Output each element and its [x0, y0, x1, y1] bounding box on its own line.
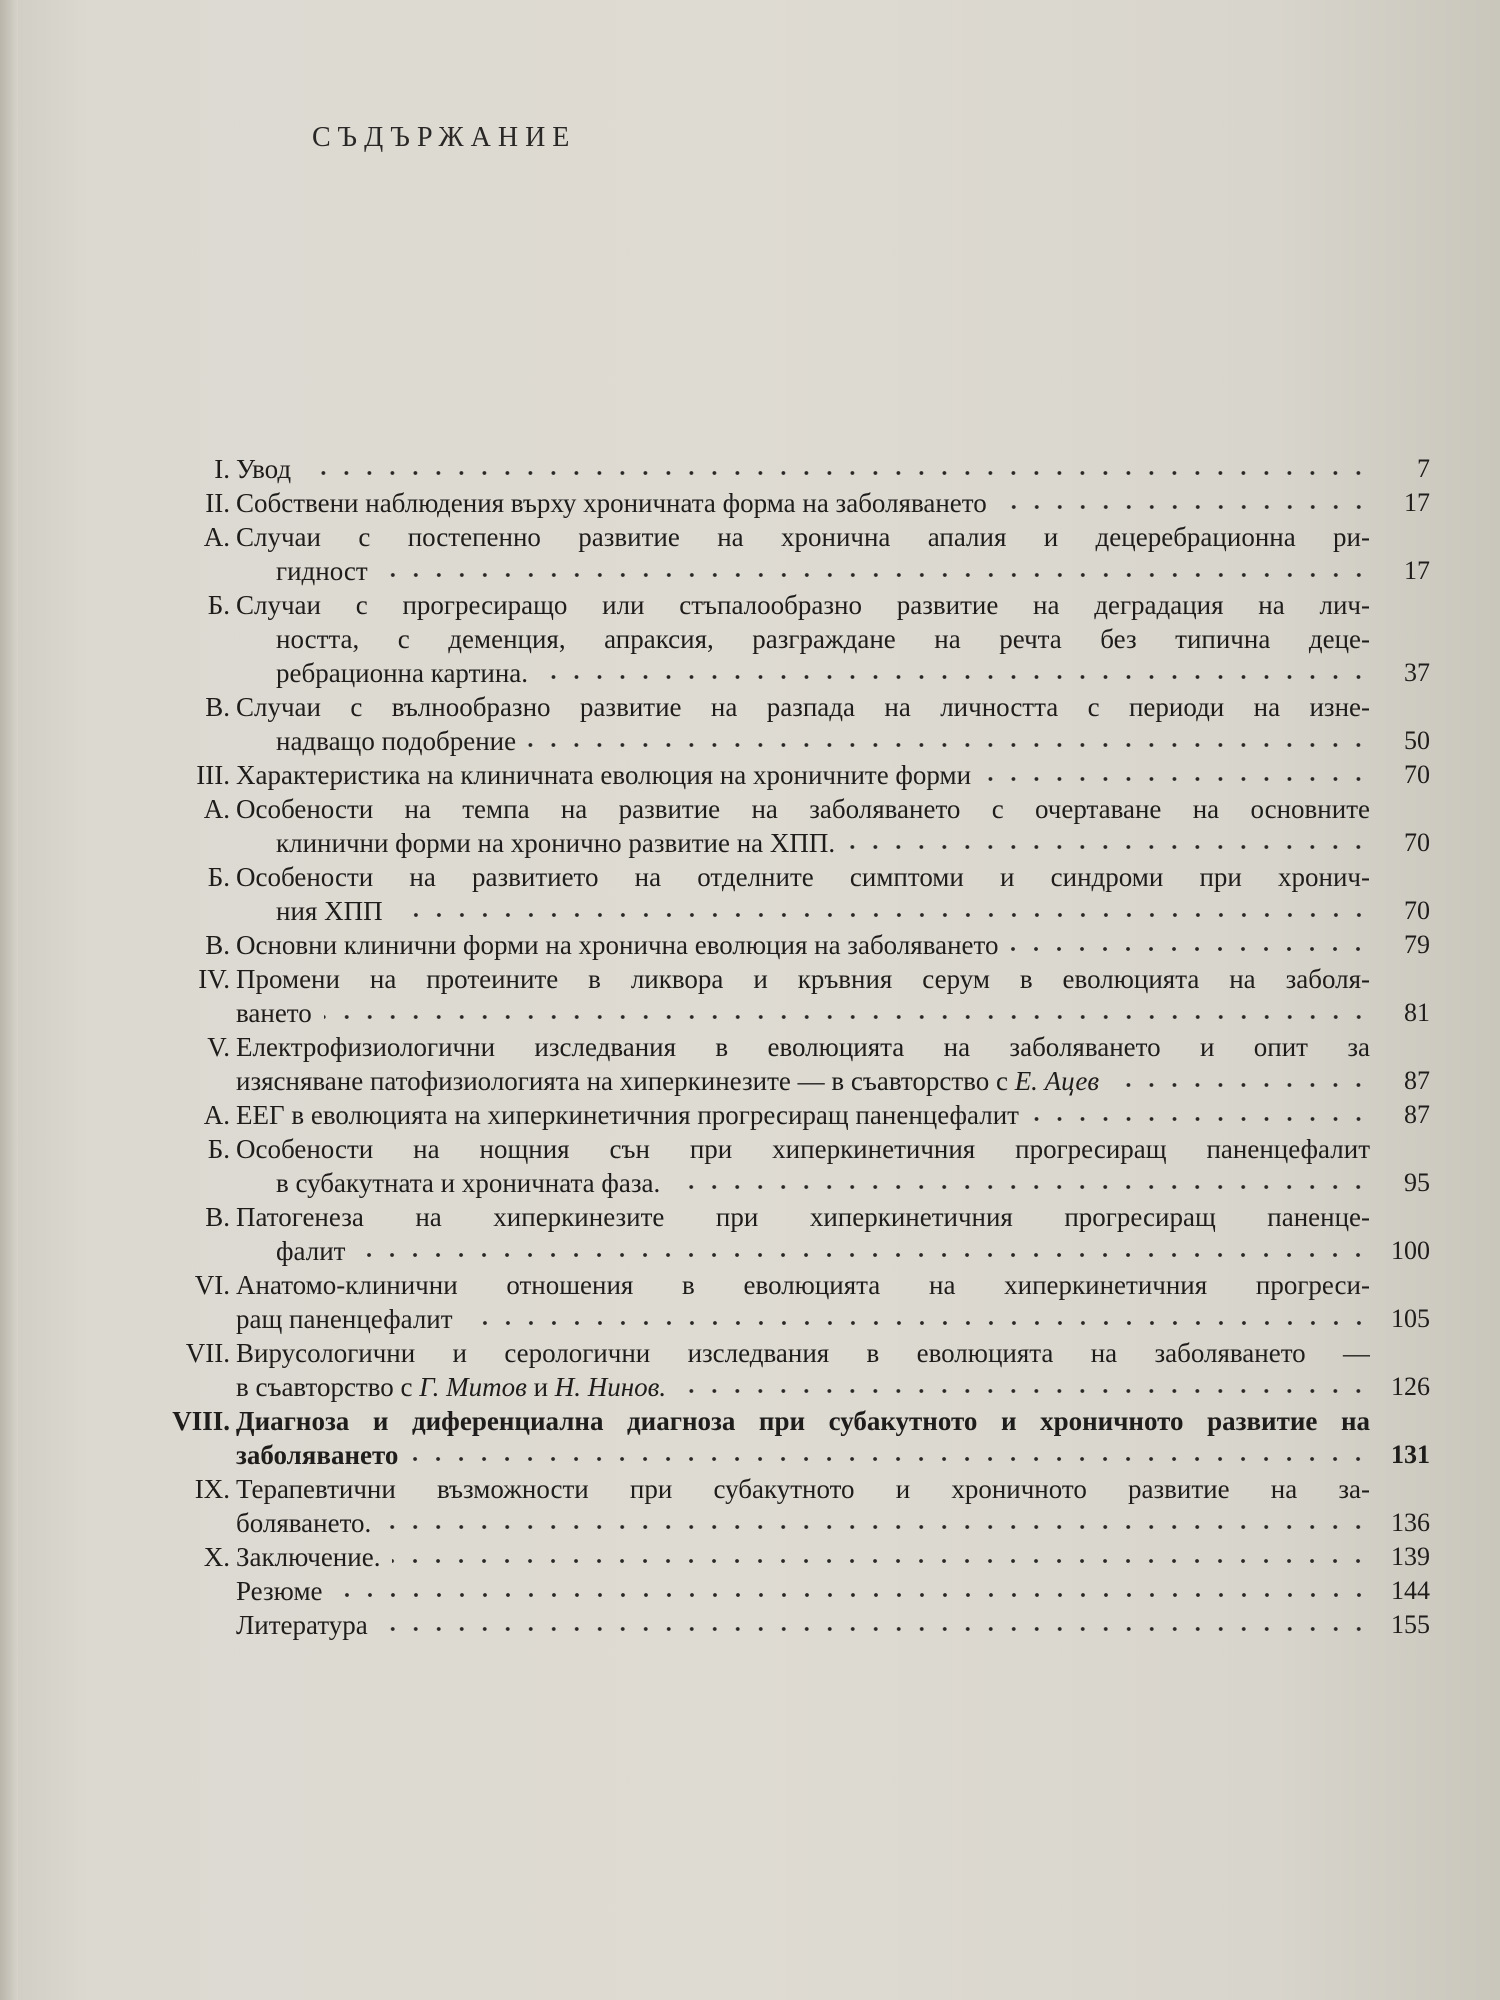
toc-entry-number: X.: [203, 1542, 230, 1572]
toc-entry-line: [236, 1302, 1430, 1336]
toc-entry-text: [276, 1166, 660, 1200]
toc-entry[interactable]: [0, 1404, 1500, 1472]
toc-entry-line: [236, 1472, 1370, 1506]
toc-entry-line: [236, 758, 1430, 792]
page-number: 126: [1391, 1372, 1430, 1401]
toc-entry[interactable]: [0, 1540, 1500, 1574]
toc-text-segment: Особености на развитието на отделните симптоми и синдроми при хронич-: [236, 862, 1370, 892]
author-name: Е. Ацев: [1014, 1066, 1100, 1096]
toc-entry-number: IX.: [194, 1474, 230, 1504]
page-number: 131: [1391, 1440, 1430, 1469]
page-number: 155: [1391, 1610, 1430, 1639]
dot-leader: [528, 740, 1370, 750]
toc-entry-text: [236, 1406, 1370, 1436]
toc-entry[interactable]: [0, 1030, 1500, 1098]
toc-entry-line: [236, 1336, 1370, 1370]
toc-text-segment: Анатомо-клинични отношения в еволюцията на хиперкинетичния прогреси-: [236, 1270, 1370, 1300]
toc-entry[interactable]: [0, 1098, 1500, 1132]
dot-leader: [678, 1386, 1370, 1396]
toc-entry-text: [236, 1540, 380, 1574]
toc-text-segment: ребрационна картина.: [276, 658, 529, 688]
dot-leader: [1111, 1080, 1370, 1090]
page-number: 70: [1404, 896, 1430, 925]
toc-text-segment: ращ паненцефалит: [236, 1304, 453, 1334]
toc-entry-number: III.: [196, 760, 230, 790]
page-number: 136: [1391, 1508, 1430, 1537]
toc-text-segment: ЕЕГ в еволюцията на хиперкинетичния прогресиращ паненцефалит: [236, 1100, 1019, 1130]
toc-entry-line: [236, 1506, 1430, 1540]
dot-leader: [847, 842, 1370, 852]
toc-entry-number: Б.: [207, 1134, 230, 1164]
toc-text-segment: Диагноза и диференциална диагноза при субакутното и хроничното развитие на: [236, 1406, 1370, 1436]
toc-text-segment: гидност: [276, 556, 368, 586]
toc-entry-text: [236, 1032, 1370, 1062]
dot-leader: [672, 1182, 1370, 1192]
toc-entry-line: [276, 894, 1430, 928]
toc-entry-line: [276, 554, 1430, 588]
toc-entry-line: [236, 588, 1370, 622]
toc-text-segment: Особености на темпа на развитие на заболяването с очертаване на основните: [236, 794, 1370, 824]
toc-entry-text: [236, 1064, 1099, 1098]
toc-entry-text: [236, 692, 1370, 722]
toc-entry-number: VII.: [185, 1338, 230, 1368]
toc-entry-text: [236, 964, 1370, 994]
toc-entry-line: [276, 724, 1430, 758]
toc-text-segment: и: [526, 1372, 555, 1402]
toc-entry-line: [236, 486, 1430, 520]
toc-entry-line: [236, 928, 1430, 962]
dot-leader: [540, 672, 1370, 682]
toc-entry[interactable]: [0, 452, 1500, 486]
toc-text-segment: в съавторство с: [236, 1372, 420, 1402]
toc-text-segment: в субакутната и хроничната фаза.: [276, 1168, 661, 1198]
toc-entry-text: [236, 590, 1370, 620]
dot-leader: [1010, 944, 1370, 954]
page-number: 37: [1404, 658, 1430, 687]
toc-text-segment: Резюме: [236, 1576, 323, 1606]
toc-entry-line: [236, 690, 1370, 724]
toc-entry-line: [236, 452, 1430, 486]
toc-text-segment: Случаи с вълнообразно развитие на разпада на личността с периоди на изне-: [236, 692, 1370, 722]
toc-entry-number: Б.: [207, 590, 230, 620]
toc-entry-number: А.: [203, 1100, 230, 1130]
toc-entry-line: [236, 1200, 1370, 1234]
toc-entry-line: [236, 1574, 1430, 1608]
toc-entry-line: [236, 1030, 1370, 1064]
toc-entry[interactable]: [0, 486, 1500, 520]
page-number: 50: [1404, 726, 1430, 755]
toc-entry-text: [276, 1234, 345, 1268]
dot-leader: [395, 910, 1370, 920]
toc-text-segment: изясняване патофизиологията на хиперкинезите — в съавторство с: [236, 1066, 1015, 1096]
toc-entry-line: [236, 1438, 1430, 1472]
toc-entry-number: VIII.: [172, 1406, 230, 1436]
page-number: 105: [1391, 1304, 1430, 1333]
toc-text-segment: Електрофизиологични изследвания в еволюцията на заболяването и опит за: [236, 1032, 1370, 1062]
toc-entry[interactable]: [0, 690, 1500, 758]
toc-entry-text: [236, 1134, 1370, 1164]
toc-text-segment: Характеристика на клиничната еволюция на хроничните форми: [236, 760, 972, 790]
page-number: 100: [1391, 1236, 1430, 1265]
toc-entry[interactable]: [0, 962, 1500, 1030]
toc-entry-text: [236, 1338, 1370, 1368]
toc-text-segment: боляването.: [236, 1508, 372, 1538]
toc-entry-text: [236, 794, 1370, 824]
toc-entry-text: [276, 624, 1370, 654]
toc-entry-text: [236, 1574, 323, 1608]
toc-text-segment: Вирусологични и серологични изследвания в еволюцията на заболяването —: [236, 1338, 1370, 1368]
page-number: 87: [1404, 1066, 1430, 1095]
toc-entry-number: В.: [205, 930, 230, 960]
toc-entry[interactable]: [0, 1132, 1500, 1200]
page-number: 17: [1404, 556, 1430, 585]
toc-text-segment: Патогенеза на хиперкинезите при хиперкинетичния прогресиращ паненце-: [236, 1202, 1370, 1232]
dot-leader: [465, 1318, 1370, 1328]
dot-leader: [410, 1454, 1370, 1464]
dot-leader: [383, 1522, 1370, 1532]
dot-leader: [380, 1624, 1370, 1634]
toc-entry-line: [236, 1540, 1430, 1574]
page-number: 81: [1404, 998, 1430, 1027]
toc-entry-line: [236, 1098, 1430, 1132]
toc-entry-line: [236, 1404, 1370, 1438]
toc-entry-line: [236, 1268, 1370, 1302]
toc-entry[interactable]: [0, 1336, 1500, 1404]
dot-leader: [999, 502, 1370, 512]
toc-entry-text: [236, 1608, 368, 1642]
toc-entry[interactable]: [0, 928, 1500, 962]
toc-text-segment: ния ХПП: [276, 896, 383, 926]
dot-leader: [357, 1250, 1370, 1260]
author-name: Г. Митов: [419, 1372, 527, 1402]
toc-entry-text: [276, 894, 383, 928]
toc-entry[interactable]: [0, 1268, 1500, 1336]
toc-entry-number: VI.: [194, 1270, 230, 1300]
toc-text-segment: Терапевтични възможности при субакутното и хроничното развитие на за-: [236, 1474, 1370, 1504]
dot-leader: [324, 1012, 1370, 1022]
toc-entry[interactable]: [0, 1608, 1500, 1642]
toc-text-segment: Литература: [236, 1610, 368, 1640]
toc-entry-line: [236, 860, 1370, 894]
toc-entry[interactable]: [0, 588, 1500, 690]
toc-text-segment: Промени на протеините в ликвора и кръвния серум в еволюцията на заболя-: [236, 964, 1370, 994]
toc-text-segment: клинични форми на хронично развитие на ХПП.: [276, 828, 836, 858]
toc-entry-number: [120, 1574, 230, 1608]
toc-entry[interactable]: [0, 1574, 1500, 1608]
toc-entry-number: А.: [203, 522, 230, 552]
toc-entry-line: [236, 792, 1370, 826]
toc-text-segment: фалит: [276, 1236, 346, 1266]
toc-entry-number: В.: [205, 1202, 230, 1232]
toc-entry-line: [236, 520, 1370, 554]
toc-entry-line: [236, 1608, 1430, 1642]
toc-entry-text: [236, 452, 291, 486]
toc-entry-text: [236, 1302, 453, 1336]
toc-text-segment: ността, с деменция, апраксия, разграждане на речта без типична деце-: [276, 624, 1370, 654]
page-number: 139: [1391, 1542, 1430, 1571]
toc-entry-text: [236, 1474, 1370, 1504]
toc-entry-line: [236, 962, 1370, 996]
page-number: 70: [1404, 828, 1430, 857]
toc-entry-line: [276, 656, 1430, 690]
page-title: СЪДЪРЖАНИЕ: [312, 122, 577, 153]
page-number: 79: [1404, 930, 1430, 959]
toc-entry-number: В.: [205, 692, 230, 722]
toc-entry-text: [276, 554, 368, 588]
toc-entry-line: [276, 826, 1430, 860]
dot-leader: [335, 1590, 1370, 1600]
toc-entry-text: [236, 1202, 1370, 1232]
toc-entry[interactable]: [0, 860, 1500, 928]
page-number: 144: [1391, 1576, 1430, 1605]
toc-text-segment: ването: [236, 998, 312, 1028]
toc-entry-line: [236, 996, 1430, 1030]
toc-entry-text: [236, 1506, 371, 1540]
toc-entry-text: [236, 996, 312, 1030]
toc-entry-text: [276, 656, 528, 690]
page-number: 87: [1404, 1100, 1430, 1129]
table-of-contents: [0, 452, 1500, 1642]
toc-entry-text: [236, 1370, 666, 1404]
page-number: 17: [1404, 488, 1430, 517]
toc-entry-number: II.: [205, 488, 230, 518]
toc-text-segment: Случаи с постепенно развитие на хронична апалия и децеребрационна ри-: [236, 522, 1370, 552]
dot-leader: [983, 774, 1370, 784]
toc-entry-text: [236, 928, 998, 962]
toc-entry-number: IV.: [198, 964, 230, 994]
toc-text-segment: Случаи с прогресиращо или стъпалообразно развитие на деградация на лич-: [236, 590, 1370, 620]
toc-entry-text: [236, 1098, 1019, 1132]
toc-entry-text: [236, 1438, 398, 1472]
page-number: 70: [1404, 760, 1430, 789]
toc-entry-number: Б.: [207, 862, 230, 892]
dot-leader: [380, 570, 1370, 580]
toc-text-segment: надващо подобрение: [276, 726, 517, 756]
toc-entry-line: [236, 1370, 1430, 1404]
toc-entry-line: [236, 1064, 1430, 1098]
toc-entry-number: [120, 1608, 230, 1642]
toc-entry-line: [276, 622, 1370, 656]
toc-entry[interactable]: [0, 792, 1500, 860]
toc-entry-text: [236, 758, 971, 792]
toc-entry-text: [276, 826, 835, 860]
toc-entry[interactable]: [0, 1200, 1500, 1268]
toc-entry[interactable]: [0, 520, 1500, 588]
toc-entry[interactable]: [0, 758, 1500, 792]
toc-text-segment: Увод: [236, 454, 292, 484]
dot-leader: [1031, 1114, 1370, 1124]
toc-text-segment: Особености на нощния сън при хиперкинетичния прогресиращ паненцефалит: [236, 1134, 1370, 1164]
toc-entry-number: V.: [207, 1032, 230, 1062]
page-number: 7: [1417, 454, 1430, 483]
toc-entry-line: [276, 1166, 1430, 1200]
toc-text-segment: Заключение.: [236, 1542, 381, 1572]
toc-entry-text: [236, 1270, 1370, 1300]
toc-entry-line: [276, 1234, 1430, 1268]
toc-entry-text: [236, 486, 987, 520]
toc-entry-line: [236, 1132, 1370, 1166]
toc-entry-text: [236, 522, 1370, 552]
toc-text-segment: заболяването: [236, 1440, 399, 1470]
toc-text-segment: Собствени наблюдения върху хроничната форма на заболяването: [236, 488, 987, 518]
toc-entry-number: I.: [214, 454, 230, 484]
toc-entry[interactable]: [0, 1472, 1500, 1540]
dot-leader: [303, 468, 1370, 478]
toc-entry-text: [236, 862, 1370, 892]
toc-entry-text: [276, 724, 516, 758]
author-name: Н. Нинов.: [554, 1372, 667, 1402]
dot-leader: [392, 1556, 1370, 1566]
toc-text-segment: Основни клинични форми на хронична еволюция на заболяването: [236, 930, 999, 960]
toc-entry-number: А.: [203, 794, 230, 824]
page-number: 95: [1404, 1168, 1430, 1197]
